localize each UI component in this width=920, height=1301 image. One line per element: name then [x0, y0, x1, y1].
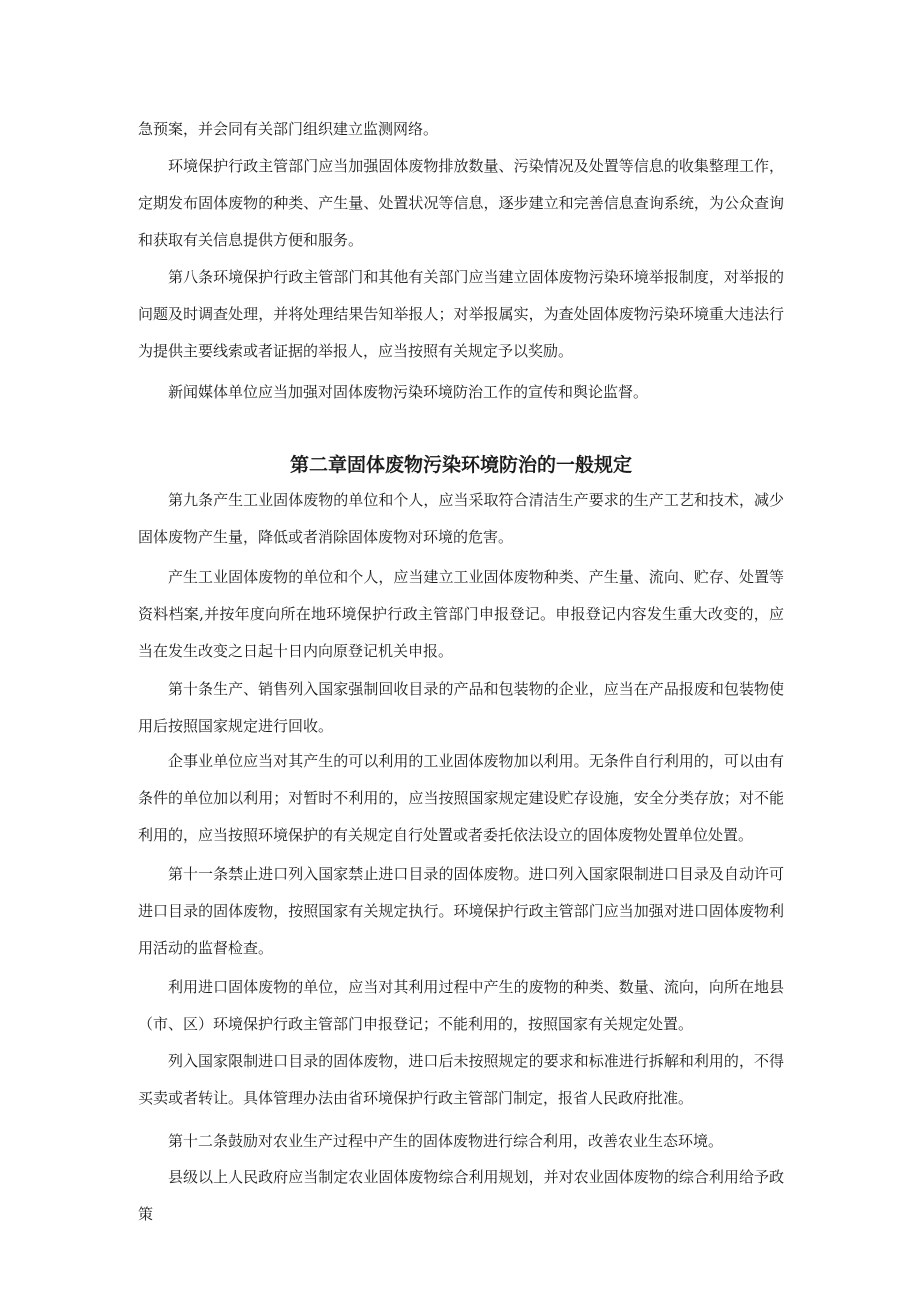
paragraph-media-supervision: 新闻媒体单位应当加强对固体废物污染环境防治工作的宣传和舆论监督。 — [168, 383, 649, 401]
paragraph-import-utilization: 利用进口固体废物的单位，应当对其利用过程中产生的废物的种类、数量、流向，向所在地县（市、区）环境保护行政主管部门申报登记；不能利用的，按照国家有关规定处置。 — [138, 978, 784, 1033]
paragraph-article-10: 第十条生产、销售列入国家强制回收目录的产品和包装物的企业，应当在产品报废和包装物使用后按照国家规定进行回收。 — [138, 680, 784, 735]
paragraph-enterprise-utilization: 企事业单位应当对其产生的可以利用的工业固体废物加以利用。无条件自行利用的，可以由有条件的单位加以利用；对暂时不利用的，应当按照国家规定建设贮存设施，安全分类存放；对不能利用的，应当按照环境保护的有关规定自行处置或者委托依法设立的固体废物处置单位处置。 — [138, 752, 784, 844]
paragraph-county-planning: 县级以上人民政府应当制定农业固体废物综合利用规划，并对农业固体废物的综合利用给予政策 — [138, 1168, 784, 1223]
paragraph-article-9: 第九条产生工业固体废物的单位和个人，应当采取符合清洁生产要求的生产工艺和技术，减少固体废物产生量，降低或者消除固体废物对环境的危害。 — [138, 491, 784, 546]
paragraph-info-publication: 环境保护行政主管部门应当加强固体废物排放数量、污染情况及处置等信息的收集整理工作，定期发布固体废物的种类、产生量、处置状况等信息，逐步建立和完善信息查询系统，为公众查询和获取有关信息提供方便和服务。 — [138, 157, 784, 249]
paragraph-article-11: 第十一条禁止进口列入国家禁止进口目录的固体废物。进口列入国家限制进口目录及自动许可进口目录的固体废物，按照国家有关规定执行。环境保护行政主管部门应当加强对进口固体废物利用活动的监督检查。 — [138, 865, 784, 957]
paragraph-industrial-registration: 产生工业固体废物的单位和个人，应当建立工业固体废物种类、产生量、流向、贮存、处置等资料档案,并按年度向所在地环境保护行政主管部门申报登记。申报登记内容发生重大改变的，应当在发生改变之日起十日内向原登记机关申报。 — [138, 568, 784, 660]
chapter-title: 第二章固体废物污染环境防治的一般规定 — [289, 454, 632, 476]
paragraph-article-8: 第八条环境保护行政主管部门和其他有关部门应当建立固体废物污染环境举报制度，对举报的问题及时调查处理，并将处理结果告知举报人；对举报属实，为查处固体废物污染环境重大违法行为提供主要线索或者证据的举报人，应当按照有关规定予以奖励。 — [138, 268, 784, 360]
paragraph-restricted-import: 列入国家限制进口目录的固体废物，进口后未按照规定的要求和标准进行拆解和利用的，不得买卖或者转让。具体管理办法由省环境保护行政主管部门制定，报省人民政府批准。 — [138, 1052, 784, 1107]
paragraph-continued: 急预案，并会同有关部门组织建立监测网络。 — [138, 120, 439, 138]
paragraph-article-12: 第十二条鼓励对农业生产过程中产生的固体废物进行综合利用，改善农业生态环境。 — [168, 1132, 724, 1150]
